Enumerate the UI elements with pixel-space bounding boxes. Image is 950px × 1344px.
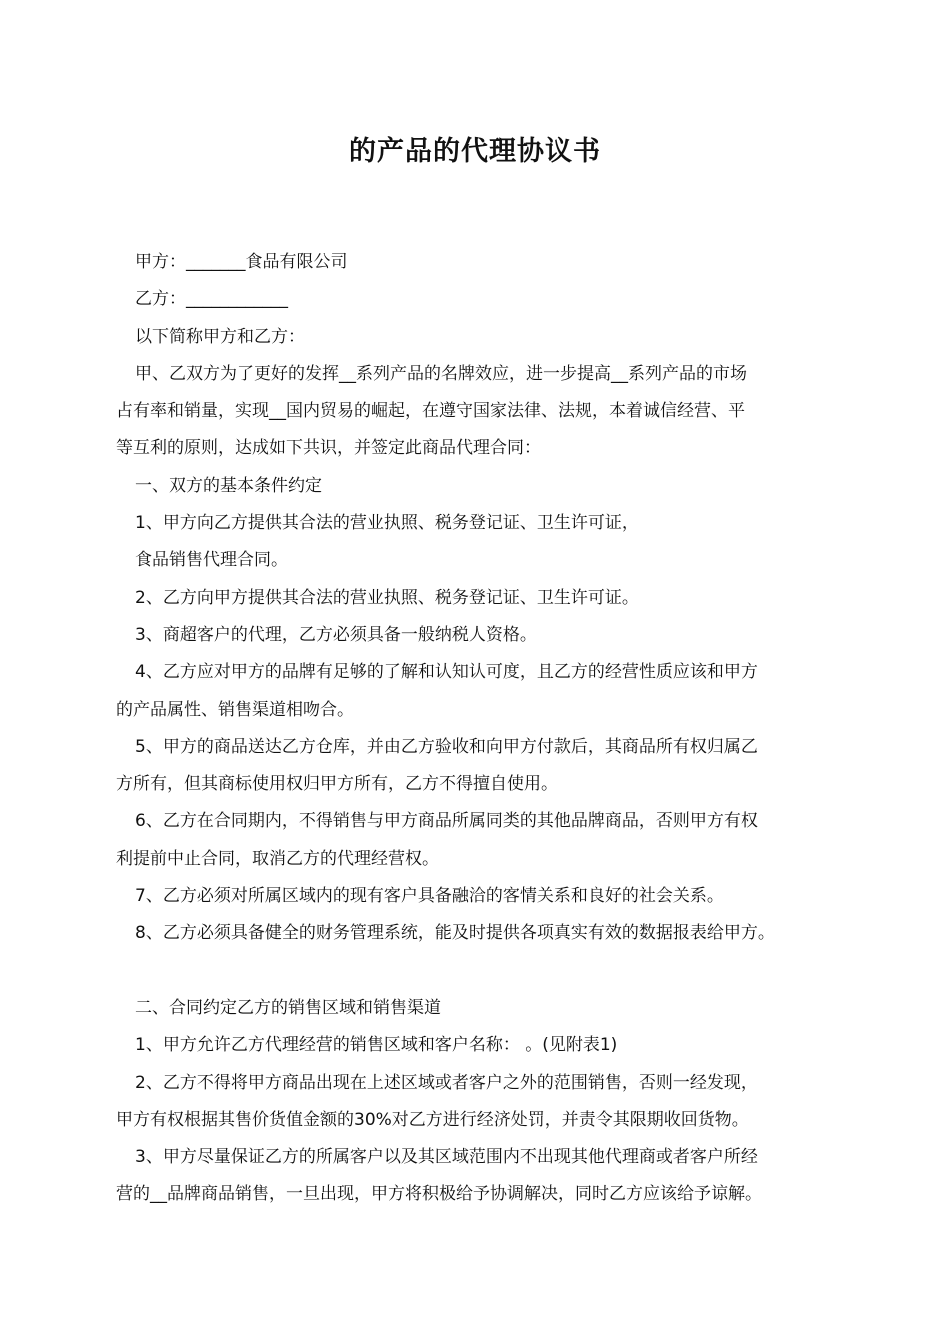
paragraph-line: 占有率和销量，实现__国内贸易的崛起，在遵守国家法律、法规，本着诚信经营、平 — [116, 401, 745, 422]
paragraph-line: 6、乙方在合同期内，不得销售与甲方商品所属同类的其他品牌商品，否则甲方有权 — [135, 811, 758, 832]
paragraph-line: 1、甲方向乙方提供其合法的营业执照、税务登记证、卫生许可证， — [135, 513, 639, 534]
paragraph-line: 利提前中止合同，取消乙方的代理经营权。 — [116, 848, 439, 869]
paragraph-line: 的产品属性、销售渠道相吻合。 — [116, 699, 354, 720]
paragraph-line: 甲方：_______食品有限公司 — [135, 252, 348, 272]
paragraph-line: 1、甲方允许乙方代理经营的销售区域和客户名称： 。(见附表1) — [135, 1035, 618, 1056]
paragraph-line: 2、乙方向甲方提供其合法的营业执照、税务登记证、卫生许可证。 — [135, 587, 639, 608]
paragraph-line: 5、甲方的商品送达乙方仓库，并由乙方验收和向甲方付款后，其商品所有权归属乙 — [135, 736, 758, 757]
paragraph-line: 等互利的原则，达成如下共识，并签定此商品代理合同： — [116, 438, 541, 459]
document-title: 的产品的代理协议书 — [349, 136, 601, 167]
paragraph-line: 方所有，但其商标使用权归甲方所有，乙方不得擅自使用。 — [116, 774, 558, 795]
document-body — [116, 244, 851, 1214]
paragraph-line: 3、甲方尽量保证乙方的所属客户以及其区域范围内不出现其他代理商或者客户所经 — [135, 1147, 758, 1168]
paragraph-line: 二、合同约定乙方的销售区域和销售渠道 — [135, 997, 441, 1018]
paragraph-line: 乙方：____________ — [135, 289, 288, 310]
paragraph-line: 营的__品牌商品销售，一旦出现，甲方将积极给予协调解决，同时乙方应该给予谅解。 — [116, 1184, 762, 1205]
paragraph-line: 食品销售代理合同。 — [135, 550, 288, 571]
paragraph-line: 8、乙方必须具备健全的财务管理系统，能及时提供各项真实有效的数据报表给甲方。 — [135, 923, 775, 944]
paragraph-line: 7、乙方必须对所属区域内的现有客户具备融洽的客情关系和良好的社会关系。 — [135, 886, 724, 907]
paragraph-line: 3、商超客户的代理，乙方必须具备一般纳税人资格。 — [135, 624, 537, 645]
paragraph-line: 2、乙方不得将甲方商品出现在上述区域或者客户之外的范围销售，否则一经发现， — [135, 1072, 758, 1093]
paragraph-line: 以下简称甲方和乙方： — [135, 326, 305, 347]
paragraph-line: 4、乙方应对甲方的品牌有足够的了解和认知认可度，且乙方的经营性质应该和甲方 — [135, 662, 758, 683]
blank-line — [116, 953, 851, 990]
paragraph-line: 一、双方的基本条件约定 — [135, 475, 322, 496]
paragraph-line: 甲方有权根据其售价货值金额的30%对乙方进行经济处罚，并责令其限期收回货物。 — [116, 1109, 749, 1130]
paragraph-line: 甲、乙双方为了更好的发挥__系列产品的名牌效应，进一步提高__系列产品的市场 — [135, 363, 747, 384]
